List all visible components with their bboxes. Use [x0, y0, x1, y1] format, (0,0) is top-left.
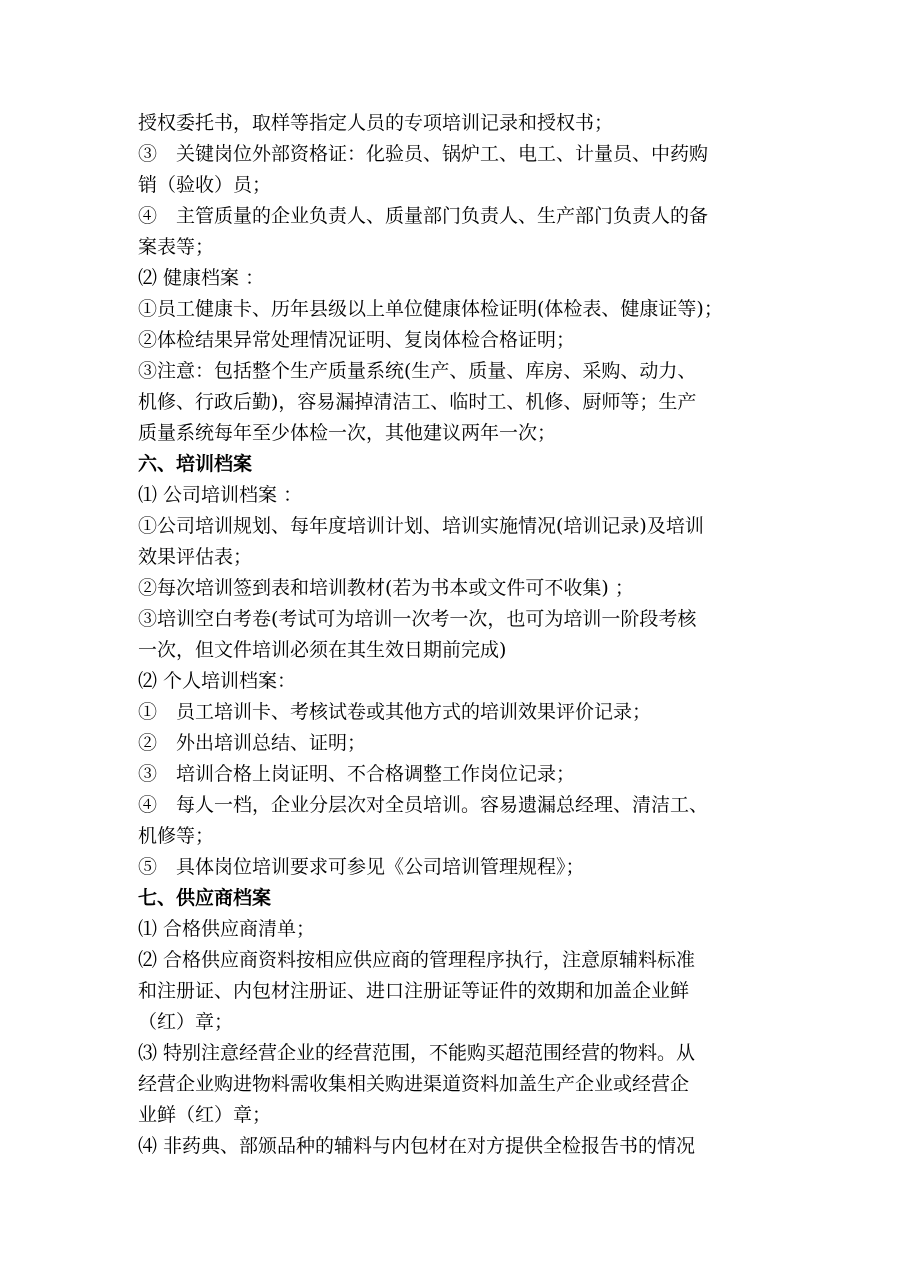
document-body — [138, 108, 778, 1162]
text-line: 业鲜（红）章； — [138, 1104, 272, 1126]
text-line: 经营企业购进物料需收集相关购进渠道资料加盖生产企业或经营企 — [138, 1073, 690, 1095]
text-line: ①公司培训规划、每年度培训计划、培训实施情况(培训记录)及培训 — [138, 515, 704, 537]
text-line: ⑵ 个人培训档案： — [138, 670, 297, 692]
text-line: ⑵ 合格供应商资料按相应供应商的管理程序执行，注意原辅料标准 — [138, 949, 696, 971]
text-line: ⑵ 健康档案 ： — [138, 267, 265, 289]
text-line: 机修、行政后勤)，容易漏掉清洁工、临时工、机修、厨师等；生产 — [138, 391, 697, 413]
text-line: ③注意：包括整个生产质量系统(生产、质量、库房、采购、动力、 — [138, 360, 697, 382]
text-line: 和注册证、内包材注册证、进口注册证等证件的效期和加盖企业鲜 — [138, 980, 690, 1002]
text-line: ⑤ 具体岗位培训要求可参见《公司培训管理规程》； — [138, 856, 585, 878]
text-line: ①员工健康卡、历年县级以上单位健康体检证明(体检表、健康证等)； — [138, 298, 723, 320]
text-line: 机修等； — [138, 825, 215, 847]
text-line: ②体检结果异常处理情况证明、复岗体检合格证明； — [138, 329, 576, 351]
text-line: ③ 关键岗位外部资格证：化验员、锅炉工、电工、计量员、中药购 — [138, 143, 709, 165]
text-line: ③培训空白考卷(考试可为培训一次考一次，也可为培训一阶段考核 — [138, 608, 697, 630]
text-line: ① 员工培训卡、考核试卷或其他方式的培训效果评价记录； — [138, 701, 652, 723]
section-heading-supplier: 七、供应商档案 — [138, 887, 272, 909]
section-heading-training: 六、培训档案 — [138, 453, 253, 475]
text-line: ② 外出培训总结、证明； — [138, 732, 367, 754]
text-line: 一次，但文件培训必须在其生效日期前完成) — [138, 639, 507, 661]
text-line: 案表等； — [138, 236, 215, 258]
text-line: （红）章； — [138, 1011, 234, 1033]
text-line: ③ 培训合格上岗证明、不合格调整工作岗位记录； — [138, 763, 576, 785]
text-line: 授权委托书，取样等指定人员的专项培训记录和授权书； — [138, 112, 614, 134]
text-line: ④ 每人一档，企业分层次对全员培训。容易遗漏总经理、清洁工、 — [138, 794, 709, 816]
text-line: ④ 主管质量的企业负责人、质量部门负责人、生产部门负责人的备 — [138, 205, 709, 227]
text-line: ②每次培训签到表和培训教材(若为书本或文件可不收集) ； — [138, 577, 634, 599]
text-line: 质量系统每年至少体检一次，其他建议两年一次； — [138, 422, 557, 444]
text-line: ⑷ 非药典、部颁品种的辅料与内包材在对方提供全检报告书的情况 — [138, 1135, 696, 1157]
text-line: ⑴ 公司培训档案 ： — [138, 484, 303, 506]
text-line: ⑶ 特别注意经营企业的经营范围，不能购买超范围经营的物料。从 — [138, 1042, 696, 1064]
text-line: ⑴ 合格供应商清单； — [138, 918, 316, 940]
text-line: 效果评估表； — [138, 546, 253, 568]
text-line: 销（验收）员； — [138, 174, 272, 196]
